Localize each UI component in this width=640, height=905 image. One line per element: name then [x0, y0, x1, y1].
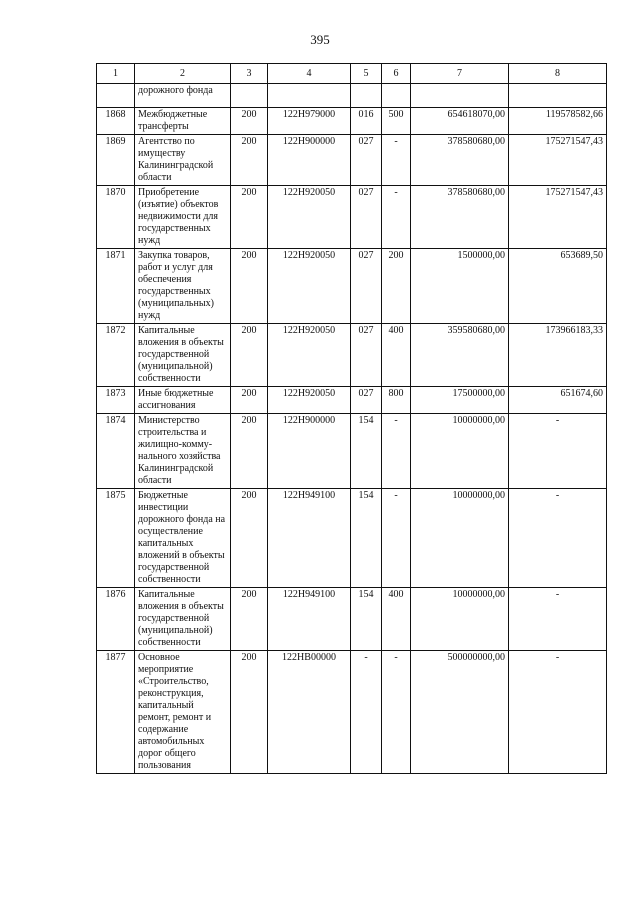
row-number-cell: 1876	[97, 588, 135, 651]
header-cell: 7	[411, 64, 509, 84]
amount-7-cell: 378580680,00	[411, 135, 509, 186]
amount-7-cell: 500000000,00	[411, 651, 509, 774]
row-number-cell: 1871	[97, 249, 135, 324]
row-number-cell: 1877	[97, 651, 135, 774]
item-name-cell: Агентство по имуществу Калининградской области	[135, 135, 231, 186]
table-cell	[509, 84, 607, 108]
row-number-cell: 1872	[97, 324, 135, 387]
code-3-cell: 200	[231, 414, 268, 489]
header-row	[97, 64, 607, 84]
code-5-cell: 016	[351, 108, 382, 135]
code-3-cell: 200	[231, 489, 268, 588]
table-row	[97, 588, 607, 651]
table-row	[97, 489, 607, 588]
item-name-cell: Межбюджетные трансферты	[135, 108, 231, 135]
amount-8-cell: -	[509, 414, 607, 489]
amount-8-cell: 119578582,66	[509, 108, 607, 135]
header-cell: 5	[351, 64, 382, 84]
code-4-cell: 122Н920050	[268, 324, 351, 387]
amount-8-cell: 653689,50	[509, 249, 607, 324]
code-6-cell: 200	[382, 249, 411, 324]
amount-7-cell: 1500000,00	[411, 249, 509, 324]
continuation-row	[97, 84, 607, 108]
code-3-cell: 200	[231, 387, 268, 414]
code-3-cell: 200	[231, 249, 268, 324]
amount-7-cell: 10000000,00	[411, 414, 509, 489]
code-4-cell: 122Н949100	[268, 489, 351, 588]
code-5-cell: 027	[351, 324, 382, 387]
budget-table	[96, 63, 607, 774]
code-5-cell: 154	[351, 414, 382, 489]
code-5-cell: 027	[351, 186, 382, 249]
table-row	[97, 387, 607, 414]
code-5-cell: 027	[351, 135, 382, 186]
code-6-cell: 500	[382, 108, 411, 135]
amount-8-cell: 175271547,43	[509, 135, 607, 186]
table-cell	[97, 84, 135, 108]
code-5-cell: 027	[351, 249, 382, 324]
code-3-cell: 200	[231, 588, 268, 651]
item-name-cell: Капитальные вложения в объекты государственной (муниципальной) собственности	[135, 588, 231, 651]
amount-7-cell: 17500000,00	[411, 387, 509, 414]
code-6-cell: -	[382, 489, 411, 588]
continuation-text: дорожного фонда	[135, 84, 231, 108]
table-row	[97, 108, 607, 135]
code-6-cell: 800	[382, 387, 411, 414]
page-number: 395	[310, 32, 330, 47]
header-cell: 8	[509, 64, 607, 84]
code-4-cell: 122Н920050	[268, 387, 351, 414]
table-row	[97, 135, 607, 186]
code-3-cell: 200	[231, 324, 268, 387]
header-cell: 3	[231, 64, 268, 84]
code-4-cell: 122Н920050	[268, 186, 351, 249]
item-name-cell: Закупка товаров, работ и услуг для обеспечения государственных (муниципальных) нужд	[135, 249, 231, 324]
code-4-cell: 122Н900000	[268, 135, 351, 186]
item-name-cell: Капитальные вложения в объекты государственной (муниципальной) собственности	[135, 324, 231, 387]
code-3-cell: 200	[231, 135, 268, 186]
item-name-cell: Бюджетные инвестиции дорожного фонда на осуществление капитальных вложений в объекты государственной собственности	[135, 489, 231, 588]
code-3-cell: 200	[231, 651, 268, 774]
table-cell	[411, 84, 509, 108]
row-number-cell: 1875	[97, 489, 135, 588]
table-cell	[268, 84, 351, 108]
code-6-cell: 400	[382, 324, 411, 387]
amount-8-cell: -	[509, 489, 607, 588]
row-number-cell: 1868	[97, 108, 135, 135]
amount-8-cell: -	[509, 588, 607, 651]
code-6-cell: 400	[382, 588, 411, 651]
row-number-cell: 1874	[97, 414, 135, 489]
amount-7-cell: 654618070,00	[411, 108, 509, 135]
code-4-cell: 122НВ00000	[268, 651, 351, 774]
item-name-cell: Министерство строительства и жилищно-комму-нального хозяйства Калининградской области	[135, 414, 231, 489]
code-6-cell: -	[382, 414, 411, 489]
table-row	[97, 186, 607, 249]
table-cell	[382, 84, 411, 108]
code-4-cell: 122Н900000	[268, 414, 351, 489]
row-number-cell: 1873	[97, 387, 135, 414]
code-5-cell: 027	[351, 387, 382, 414]
table-cell	[351, 84, 382, 108]
row-number-cell: 1869	[97, 135, 135, 186]
amount-8-cell: 651674,60	[509, 387, 607, 414]
amount-7-cell: 378580680,00	[411, 186, 509, 249]
table-row	[97, 414, 607, 489]
code-4-cell: 122Н949100	[268, 588, 351, 651]
header-cell: 4	[268, 64, 351, 84]
table-row	[97, 324, 607, 387]
table-row	[97, 651, 607, 774]
amount-7-cell: 10000000,00	[411, 588, 509, 651]
code-5-cell: 154	[351, 588, 382, 651]
item-name-cell: Иные бюджетные ассигнования	[135, 387, 231, 414]
table-row	[97, 249, 607, 324]
code-3-cell: 200	[231, 186, 268, 249]
code-5-cell: -	[351, 651, 382, 774]
item-name-cell: Основное мероприятие «Строительство, реконструкция, капитальный ремонт, ремонт и содержание автомобильных дорог общего пользования	[135, 651, 231, 774]
amount-7-cell: 359580680,00	[411, 324, 509, 387]
header-cell: 2	[135, 64, 231, 84]
amount-7-cell: 10000000,00	[411, 489, 509, 588]
code-6-cell: -	[382, 651, 411, 774]
code-3-cell: 200	[231, 108, 268, 135]
header-cell: 6	[382, 64, 411, 84]
item-name-cell: Приобретение (изъятие) объектов недвижимости для государственных нужд	[135, 186, 231, 249]
code-6-cell: -	[382, 135, 411, 186]
code-6-cell: -	[382, 186, 411, 249]
code-5-cell: 154	[351, 489, 382, 588]
row-number-cell: 1870	[97, 186, 135, 249]
amount-8-cell: -	[509, 651, 607, 774]
table-cell	[231, 84, 268, 108]
amount-8-cell: 175271547,43	[509, 186, 607, 249]
code-4-cell: 122Н920050	[268, 249, 351, 324]
code-4-cell: 122Н979000	[268, 108, 351, 135]
header-cell: 1	[97, 64, 135, 84]
amount-8-cell: 173966183,33	[509, 324, 607, 387]
